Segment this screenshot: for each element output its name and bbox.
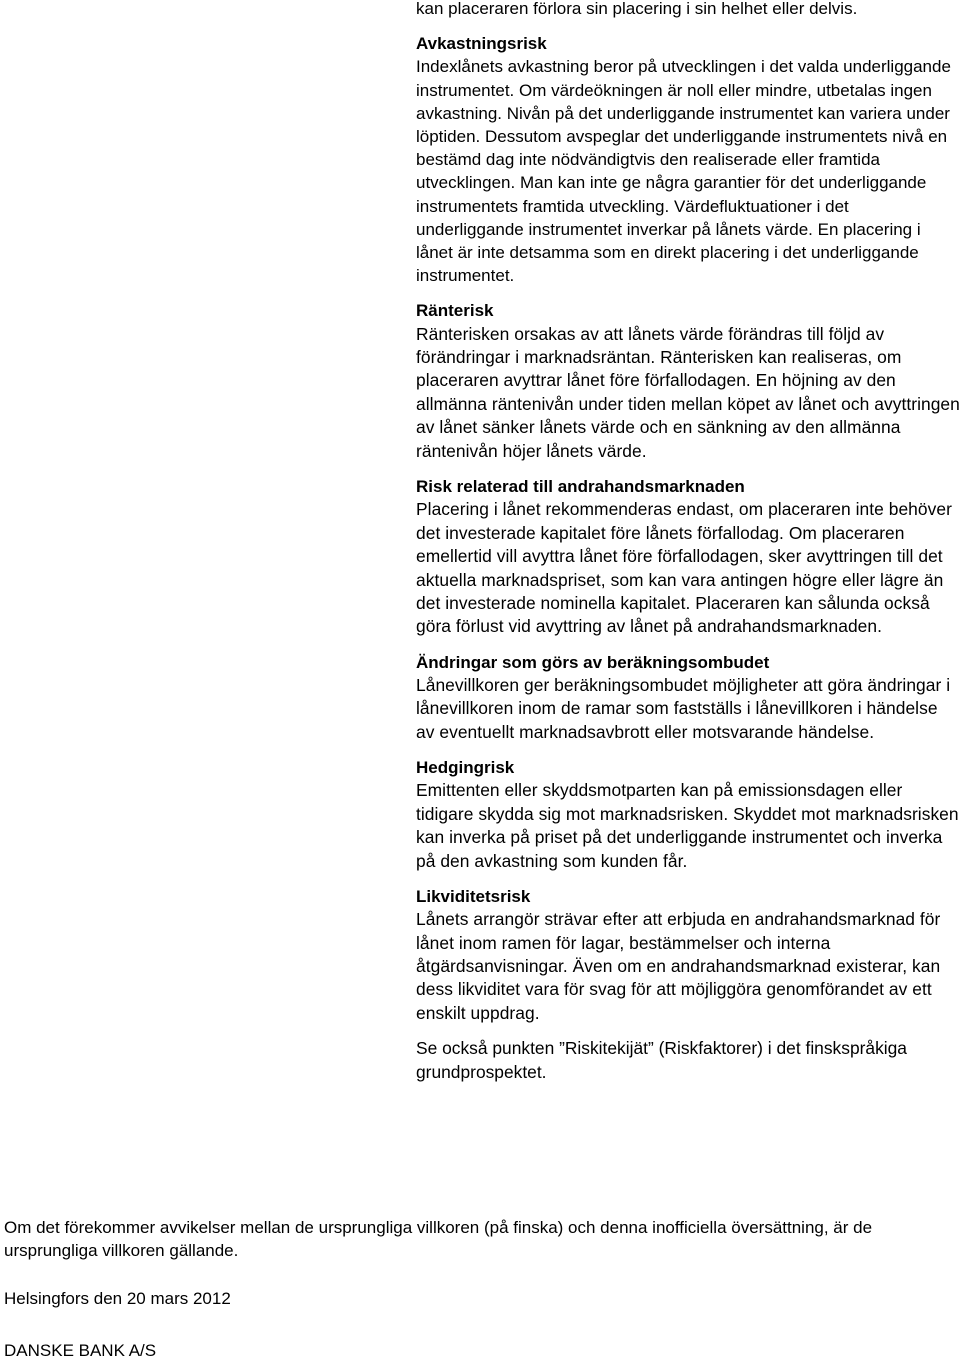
section-text: Ränterisken orsakas av att lånets värde förändras till följd av förändringar i marknadsräntan. Ränterisken kan realiseras, om placeraren avyttrar lånet före förfallodagen. En höjning av den allmänna räntenivån under tiden mellan köpet av lånet och avyttringen av lånet sänker lånets värde och en sänkning av den allmänna räntenivån höjer lånets värde. <box>416 323 960 461</box>
section-text: Indexlånets avkastning beror på utvecklingen i det valda underliggande instrumentet. Om värdeökningen är noll eller mindre, utbetalas ingen avkastning. Nivån på det underliggande instrumentet kan variera under löptiden. Dessutom avspeglar det underliggande instrumentets nivå en bestämd dag inte nödvändigtvis den realiserade eller framtida utvecklingen. Man kan inte ge några garantier för det underliggande instrumentets framtida utveckling. Värdefluktuationer i det underliggande instrumentet inverkar på lånets värde. En placering i lånet är inte detsamma som en direkt placering i det underliggande instrumentet. <box>416 57 951 286</box>
lead-sentence: kan placeraren förlora sin placering i sin helhet eller delvis. <box>416 0 858 18</box>
section-ranterisk <box>416 299 960 463</box>
section-heading: Likviditetsrisk <box>416 886 531 906</box>
section-heading: Risk relaterad till andrahandsmarknaden <box>416 477 745 497</box>
section-hedgingrisk <box>416 756 960 873</box>
see-also-note: Se också punkten ”Riskitekijät” (Riskfaktorer) i det finskspråkiga grundprospektet. <box>416 1038 907 1082</box>
company-name: DANSKE BANK A/S <box>4 1341 157 1360</box>
place-date: Helsingfors den 20 mars 2012 <box>4 1289 231 1308</box>
section-avkastningsrisk <box>416 32 960 287</box>
section-heading: Ränterisk <box>416 301 494 321</box>
section-text: Placering i lånet rekommenderas endast, om placeraren inte behöver det investerade kapitalet före lånets förfallodag. Om placeraren emellertid vill avyttra lånet före förfallodagen, sker avyttringen till det aktuella marknadspriset, som kan vara antingen högre eller lägre än det investerade nominella kapitalet. Placeraren kan sålunda också göra förlust vid avyttring av lånet på andrahandsmarknaden. <box>416 499 952 637</box>
section-heading: Ändringar som görs av beräkningsombudet <box>416 652 770 672</box>
section-text: Lånets arrangör strävar efter att erbjuda en andrahandsmarknad för lånet inom ramen för lagar, bestämmelser och interna åtgärdsanvisningar. Även om en andrahandsmarknad existerar, kan dess likviditet vara för svag för att möjliggöra genomförandet av ett enskilt uppdrag. <box>416 909 941 1023</box>
section-berakningsombudet <box>416 651 960 744</box>
translation-disclaimer: Om det förekommer avvikelser mellan de ursprungliga villkoren (på finska) och denna inofficiella översättning, är de ursprungliga villkoren gällande. <box>4 1218 873 1261</box>
section-andrahandsmarknaden <box>416 475 960 639</box>
section-heading: Avkastningsrisk <box>416 34 547 54</box>
section-likviditetsrisk <box>416 885 960 1025</box>
section-text: Emittenten eller skyddsmotparten kan på emissionsdagen eller tidigare skydda sig mot marknadsrisken. Skyddet mot marknadsrisken kan inverka på priset på det underliggande instrumentet och inverka på den avkastning som kunden får. <box>416 780 959 871</box>
section-heading: Hedgingrisk <box>416 758 515 778</box>
section-text: Lånevillkoren ger beräkningsombudet möjligheter att göra ändringar i lånevillkoren inom de ramar som fastställs i lånevillkoren i händelse av eventuellt marknadsavbrott eller motsvarande händelse. <box>416 674 951 742</box>
right-text-column <box>416 0 960 1084</box>
